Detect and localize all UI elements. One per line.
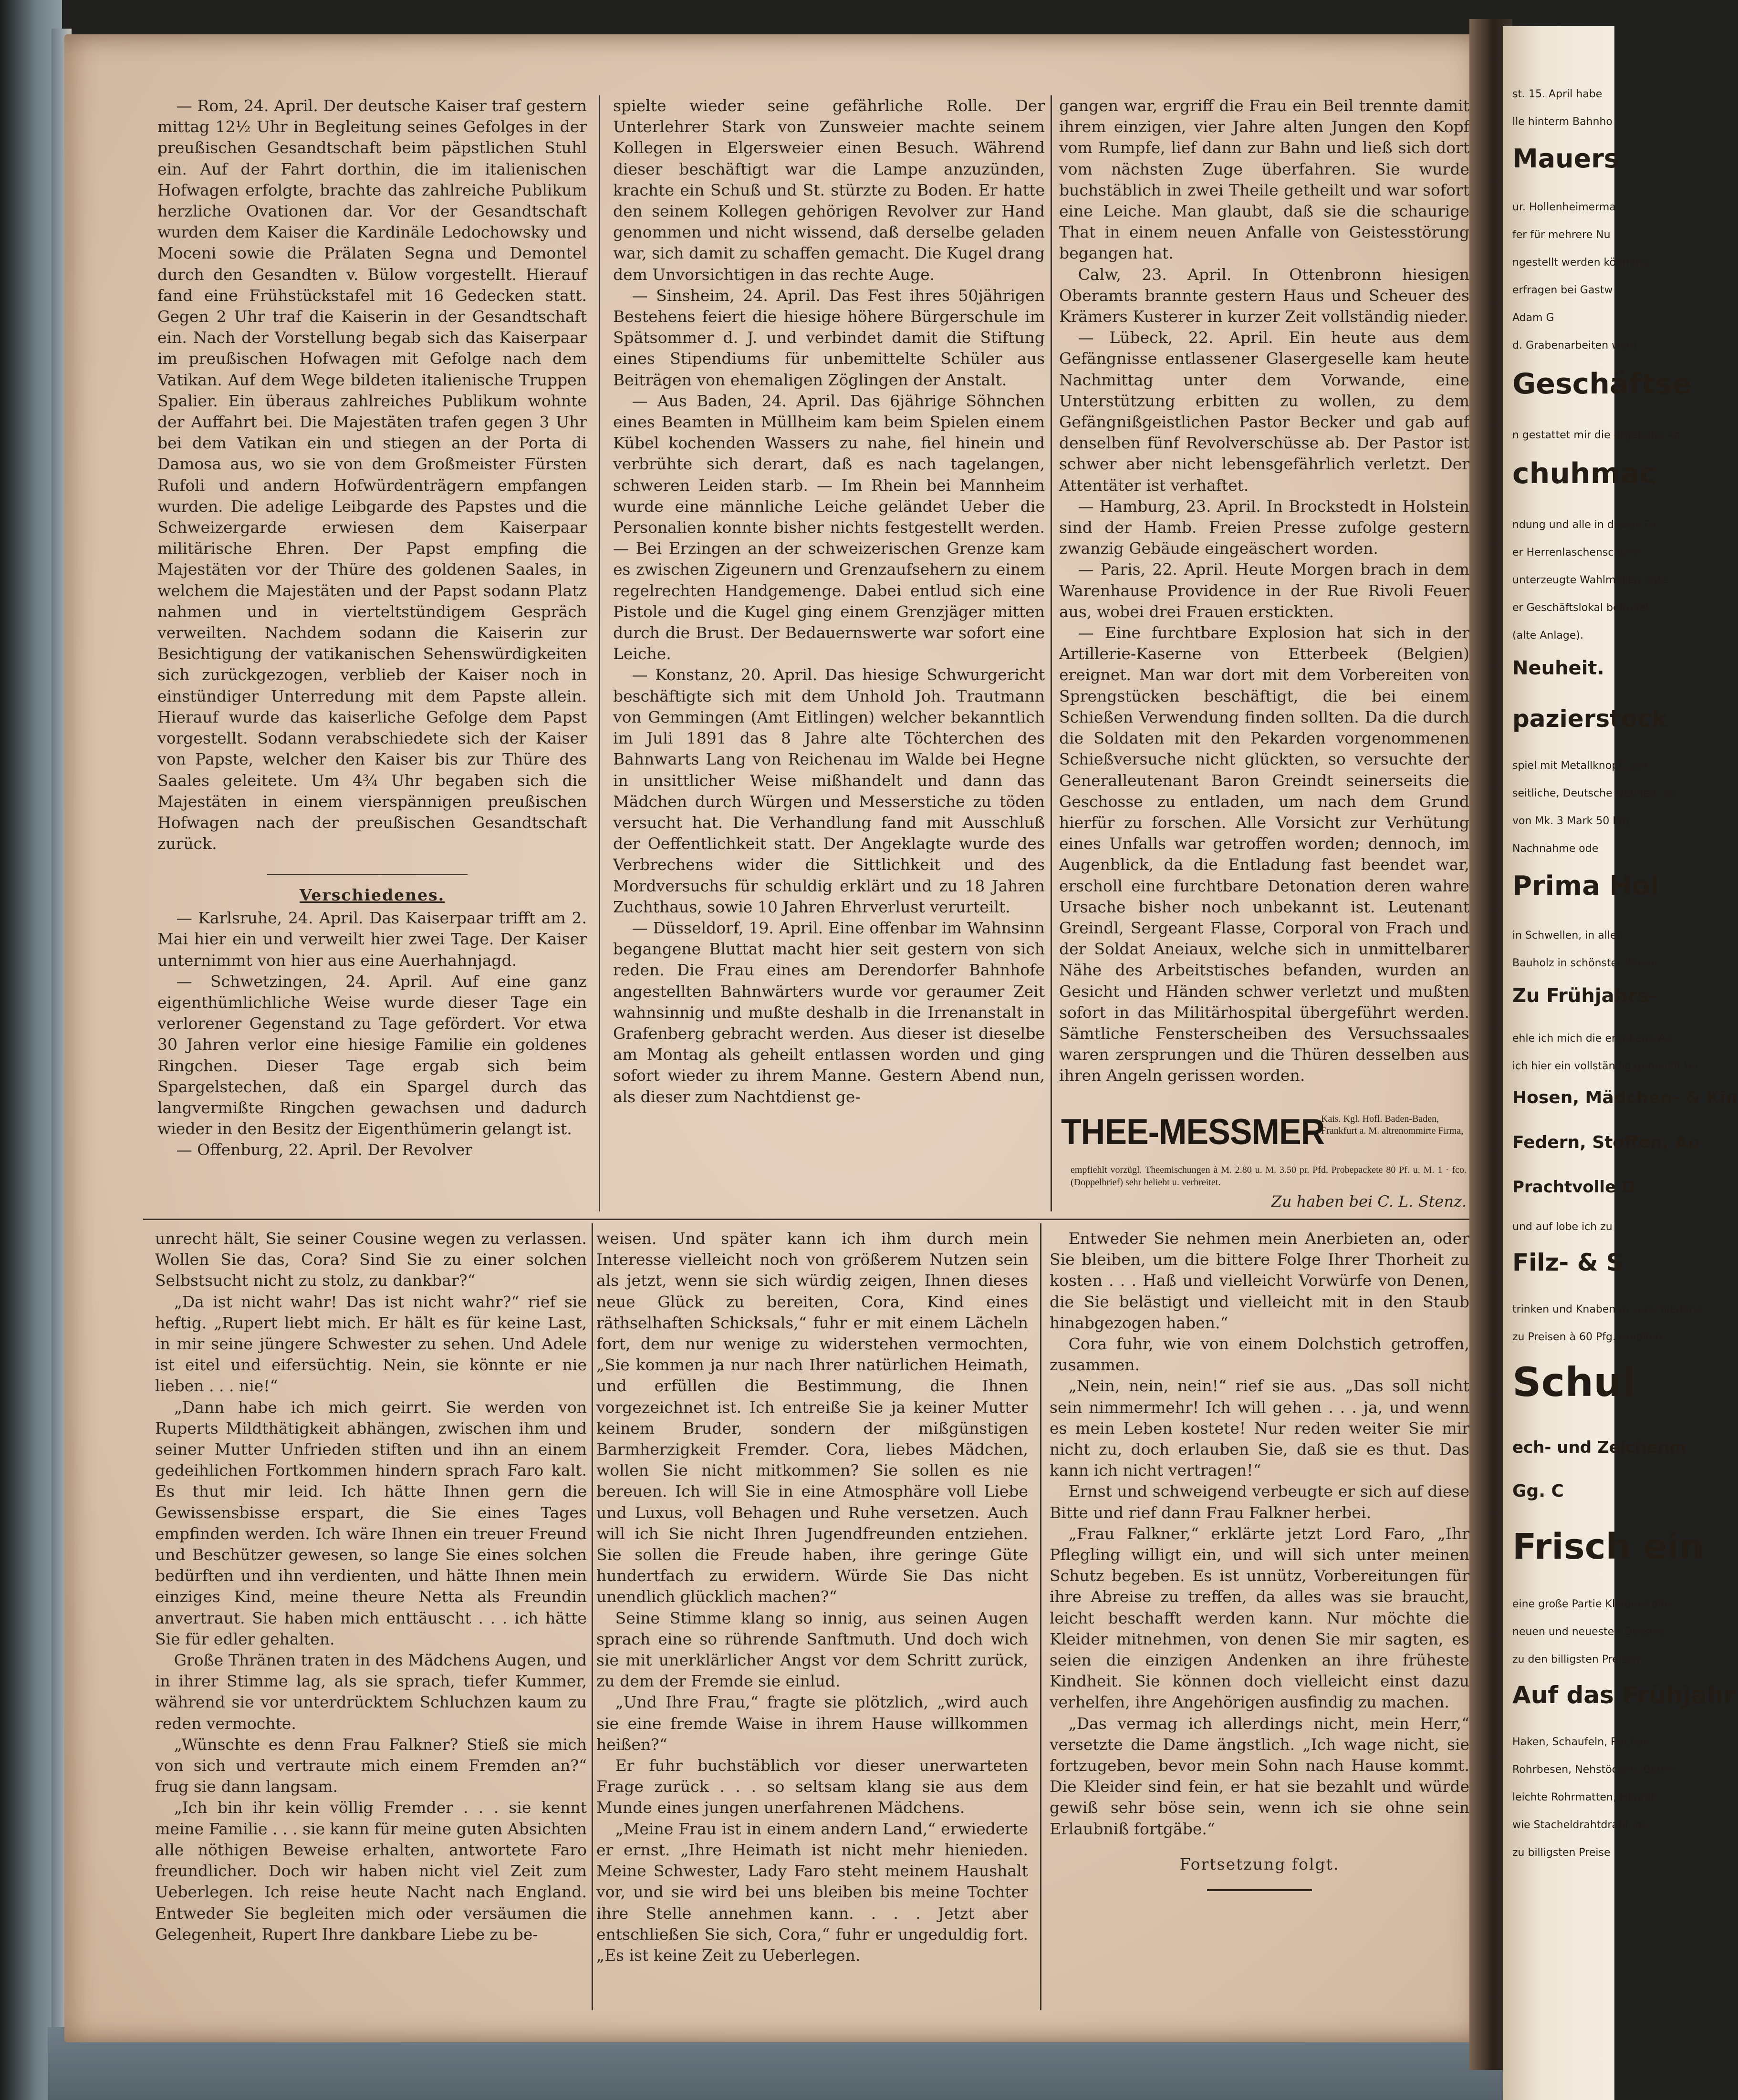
adjacent-page-text: spiel mit Metallknopf, wor	[1512, 760, 1648, 772]
adjacent-page-text: Prachtvolle D	[1512, 1178, 1635, 1197]
adjacent-page-text: ur. Hollenheimerma	[1512, 201, 1616, 213]
news-paragraph: — Offenburg, 22. April. Der Revolver	[176, 1140, 473, 1159]
novel-paragraph: „Da ist nicht wahr! Das ist nicht wahr?“ rief sie heftig. „Rupert liebt mich. Er hält es für keine Last, in mir seine jüngere Schwester zu sehen. Und Adele ist eitel und eifersüchtig. Nein, sie könnte er nie lieben . . . nie!“	[155, 1292, 587, 1396]
fortsetzung-note: Fortsetzung folgt.	[1179, 1854, 1340, 1873]
adjacent-page-text: zu billigsten Preise	[1512, 1847, 1611, 1859]
adjacent-page-text: Schul	[1512, 1359, 1636, 1406]
adjacent-page-text: in Schwellen, in allen	[1512, 930, 1624, 941]
adjacent-page-text: Prima Hol	[1512, 870, 1660, 901]
adjacent-page-text: zu Preisen à 60 Pfg. empfieh	[1512, 1331, 1663, 1343]
rule-before-verschiedenes	[267, 874, 468, 875]
adjacent-page-text: ndung und alle in dieses Fa	[1512, 519, 1656, 531]
news-paragraph: — Paris, 22. April. Heute Morgen brach in dem Warenhause Providence in der Rue Rivoli Feuer aus, wobei drei Frauen erstickten.	[1059, 560, 1469, 621]
news-paragraph: — Schwetzingen, 24. April. Auf eine ganz eigenthümlichliche Weise wurde dieser Tage ein verlorener Gegenstand zu Tage gefördert. Vor etwa 30 Jahren verlor eine hiesige Familie ein goldenes Ringchen. Dieser Tage ergab sich beim Spargelstechen, daß ein Spargel durch das langvermißte Ringchen gewachsen und dadurch wieder in den Besitz der Eigenthümerin gelangt ist.	[157, 972, 587, 1138]
ad-brand: THEE-MESSMER	[1061, 1112, 1325, 1152]
adjacent-page-text: zu den billigsten Preisen.	[1512, 1654, 1644, 1666]
adjacent-page-text: Filz- & S	[1512, 1249, 1624, 1276]
adjacent-page-text: Geschäftse	[1512, 367, 1692, 401]
novel-column-rule-2	[1040, 1223, 1041, 2010]
news-paragraph: — Eine furchtbare Explosion hat sich in der Artillerie-Kaserne von Etterbeek (Belgien) ereignet. Man war dort mit dem Vorbereiten von Sprengstücken beschäftigt, die bei einem Schießen Verwendung finden sollten. Da die durch die Soldaten mit den Pekarden vorgenommenen Schießversuche nicht glückten, so versuchte der Generalleutenant Baron Greindt seinerseits die Geschosse zu entladen, um nach dem Grund hierfür zu forschen. Alle Vorsicht zur Verhütung eines Unfalls war getroffen worden; dennoch, im Augenblick, da die Entladung fast beendet war, erscholl eine furchtbare Detonation deren wahre Ursache bisher noch unbekannt ist. Leutenant Greindl, Sergeant Flasse, Corporal von Frach und der Soldat Aneiaux, welche sich in unmittelbarer Nähe des Arbeitstisches befanden, wurden an Gesicht und Händen schwer verletzt und mußten sofort in das Militärhospital übergeführt werden. Sämtliche Fensterscheiben des Versuchssaales waren zersprungen und die Thüren desselben aus ihren Angeln gerissen worden.	[1059, 623, 1469, 1085]
novel-paragraph: weisen. Und später kann ich ihm durch mein Interesse vielleicht noch von größerem Nutzen sein als jetzt, wenn sie sich würdig zeigen, Ihnen dieses neue Glück zu bereiten, Cora, Kind eines räthselhaften Schicksals,“ fuhr er mit einem Lächeln fort, dem nur wenige zu widerstehen vermochten, „Sie kommen ja nur nach Ihrer natürlichen Heimath, und erfüllen die Bestimmung, die Ihnen vorgezeichnet ist. Ich entreiße Sie ja keiner Mutter keinem Bruder, sondern der mißgünstigen Barmherzigkeit Fremder. Cora, liebes Mädchen, wollen Sie nicht mitkommen? Sie sollen es nie bereuen. Ich will Sie in eine Atmosphäre voll Liebe und Luxus, voll Behagen und Ruhe versetzen. Auch will ich Sie nicht Ihren Jugendfreunden entziehen. Sie sollen die Freude haben, ihre geringe Güte hundertfach zu erwidern. Würde Sie Das nicht unendlich glücklich machen?“	[596, 1229, 1028, 1606]
adjacent-page-text: leichte Rohrmatten, Hopfen	[1512, 1791, 1658, 1803]
news-paragraph: — Sinsheim, 24. April. Das Fest ihres 50jährigen Bestehens feiert die hiesige höhere Bürgerschule im Spätsommer d. J. und verbindet damit die Stiftung eines Stipendiums für unbemittelte Schüler aus Beiträgen von ehemaligen Zöglingen der Anstalt.	[613, 286, 1045, 389]
novel-column-3	[1050, 1228, 1469, 2010]
adjacent-page-text: chuhmac	[1512, 457, 1657, 490]
novel-column-rule-1	[592, 1223, 593, 2010]
ad-description: empfiehlt vorzügl. Theemischungen à M. 2.80 u. M. 3.50 pr. Pfd. Probepackete 80 Pf. u. M. 1 · fco. (Doppelbrief) sehr beliebt u. verbreitet.	[1071, 1165, 1467, 1188]
adjacent-page-text: d. Grabenarbeiten werd	[1512, 340, 1638, 352]
news-paragraph: — Karlsruhe, 24. April. Das Kaiserpaar trifft am 2. Mai hier ein und verweilt hier zwei Tage. Der Kaiser unternimmt von hier aus eine Auerhahnjagd.	[157, 909, 587, 970]
novel-paragraph: Große Thränen traten in des Mädchens Augen, und in ihrer Stimme lag, als sie sprach, tiefer Kummer, während sie vor unterdrücktem Schluchzen kaum zu reden vermochte.	[155, 1651, 587, 1733]
adjacent-page-text: eine große Partie Kleiderstoffe	[1512, 1598, 1672, 1610]
novel-paragraph: „Ich bin ihr kein völlig Fremder . . . sie kennt meine Familie . . . sie kann für meine guten Absichten alle nöthigen Beweise erhalten, antwortete Faro freundlicher. Doch wir haben nicht viel Zeit zum Ueberlegen. Ich reise heute Nacht nach England. Entweder Sie begleiten mich oder versäumen die Gelegenheit, Rupert Ihre dankbare Liebe zu be-	[155, 1798, 587, 1944]
adjacent-page-text: wie Stacheldrahtdraht im	[1512, 1819, 1646, 1831]
novel-paragraph: Entweder Sie nehmen mein Anerbieten an, oder Sie bleiben, um die bittere Folge Ihrer Thorheit zu kosten . . . Haß und vielleicht Vorwürfe von Denen, die Sie belästigt und vielleicht mit in den Staub hinabgezogen haben.“	[1050, 1229, 1469, 1332]
novel-paragraph: „Nein, nein, nein!“ rief sie aus. „Das soll nicht sein nimmermehr! Ich will gehen . . . ja, und wenn es mein Leben kostete! Nur reden weiter Sie mir nicht zu, doch erlauben Sie, daß sie es thut. Das kann ich nicht vertragen!“	[1050, 1376, 1469, 1480]
news-column-1-verschiedenes	[157, 880, 587, 1214]
adjacent-page-text: und auf lobe ich zu	[1512, 1221, 1613, 1233]
news-paragraph: gangen war, ergriff die Frau ein Beil trennte damit ihrem einzigen, vier Jahre alten Jungen den Kopf vom Rumpfe, lief dann zur Bahn und ließ sich dort vom nächsten Zuge überfahren. Sie wurde buchstäblich in zwei Theile getheilt und war sofort eine Leiche. Man glaubt, daß sie die schaurige That in einem neuen Anfalle von Geistesstörung begangen hat.	[1059, 96, 1469, 263]
end-rule	[1207, 1889, 1312, 1891]
news-paragraph: — Düsseldorf, 19. April. Eine offenbar im Wahnsinn begangene Bluttat macht hier seit gestern von sich reden. Die Frau eines am Derendorfer Bahnhofe angestellten Bahnwärters wurde vor geraumer Zeit wahnsinnig und mußte deshalb in die Irrenanstalt in Grafenberg gebracht werden. Aus dieser ist dieselbe am Montag als geheilt entlassen worden und ging sofort wieder zu ihrem Manne. Gestern Abend nun, als dieser zum Nachtdienst ge-	[613, 918, 1045, 1106]
novel-paragraph: Cora fuhr, wie von einem Dolchstich getroffen, zusammen.	[1050, 1334, 1469, 1375]
adjacent-page-text: er Herrenlaschenschuhe	[1512, 547, 1640, 559]
novel-column-1	[155, 1228, 587, 2010]
news-column-3	[1059, 95, 1469, 1097]
adjacent-page-text: Hosen, Mädchen- & Kin	[1512, 1088, 1738, 1107]
column-rule-1	[599, 95, 600, 1211]
adjacent-page-text: erfragen bei Gastw	[1512, 284, 1613, 296]
adjacent-page-text: Mauers	[1512, 144, 1620, 174]
novel-paragraph: „Das vermag ich allerdings nicht, mein Herr,“ versetzte die Dame ängstlich. „Ich wage nicht, sie fortzugeben, bevor mein Sohn nach Hause kommt. Die Kleider sind fein, er hat sie bezahlt und würde gewiß sehr böse sein, wenn ich sie ohne sein Erlaubniß fortgäbe.“	[1050, 1714, 1469, 1838]
novel-column-2	[596, 1228, 1028, 2010]
novel-paragraph: „Wünschte es denn Frau Falkner? Stieß sie mich von sich und vertraute mich einem Fremden an?“ frug sie dann langsam.	[155, 1735, 587, 1796]
news-paragraph: — Lübeck, 22. April. Ein heute aus dem Gefängnisse entlassener Glasergeselle kam heute Nachmittag unter dem Vorwande, eine Unterstützung erbitten zu wollen, zu dem Gefängnißgeistlichen Pastor Becker und gab auf denselben fünf Revolverschüsse ab. Der Pastor ist schwer aber nicht lebensgefährlich verletzt. Der Attentäter ist verhaftet.	[1059, 328, 1469, 495]
adjacent-page-text: Rohrbesen, Nehstöcken, Baum	[1512, 1764, 1674, 1776]
news-paragraph: Calw, 23. April. In Ottenbronn hiesigen Oberamts brannte gestern Haus und Scheuer des Krämers Kusterer in kurzer Zeit vollständig nieder.	[1059, 265, 1469, 326]
ad-dealer: Zu haben bei C. L. Stenz.	[1271, 1192, 1467, 1210]
adjacent-page-text: ech- und Zeichenm	[1512, 1438, 1686, 1457]
news-paragraph: — Konstanz, 20. April. Das hiesige Schwurgericht beschäftigte sich mit dem Unhold Joh. Trautmann von Gemmingen (Amt Eitlingen) welcher bekanntlich im Juli 1891 das 8 Jahre alte Töchterchen des Bahnwarts Lang von Reichenau im Walde bei Hegne in unsittlicher Weise mißhandelt und dann das Mädchen durch Würgen und Messerstiche zu töden versucht hat. Die Verhandlung fand mit Ausschluß der Oeffentlichkeit statt. Der Angeklagte wurde des Verbrechens wider die Sittlichkeit und des Mordversuchs für schuldig erklärt und zu 18 Jahren Zuchthaus, sowie 10 Jahren Ehrverlust verurteilt.	[613, 665, 1045, 916]
adjacent-page-text: trinken und Knaben in verschiedene	[1512, 1303, 1703, 1315]
adjacent-page-text: Frisch ein	[1512, 1526, 1705, 1567]
adjacent-page-text: er Geschäftslokal befindet	[1512, 602, 1650, 614]
adjacent-page-text: Adam G	[1512, 312, 1554, 324]
news-column-1	[157, 95, 587, 868]
novel-paragraph: „Frau Falkner,“ erklärte jetzt Lord Faro, „Ihr Pflegling willigt ein, und will sich unter meinen Schutz begeben. Es ist unnütz, Vorbereitungen für ihre Abreise zu treffen, da alles was sie braucht, leicht beschafft werden kann. Nur möchte die Kleider mitnehmen, von denen Sie mir sagten, es seien die einzigen Andenken an ihre früheste Kindheit. Sie können doch vielleicht einst dazu verhelfen, ihre Angehörigen ausfindig zu machen.	[1050, 1524, 1469, 1712]
adjacent-page-text: (alte Anlage).	[1512, 630, 1583, 641]
novel-paragraph: Ernst und schweigend verbeugte er sich auf diese Bitte und rief dann Frau Falkner herbei.	[1050, 1482, 1469, 1522]
adjacent-page-text: Haken, Schaufeln, Rechen	[1512, 1736, 1650, 1748]
novel-paragraph: Er fuhr buchstäblich vor dieser unerwarteten Frage zurück . . . so seltsam klang sie aus dem Munde eines jungen unerfahrenen Mädchens.	[596, 1756, 1028, 1817]
adjacent-page-text: pazierstock	[1512, 705, 1668, 733]
novel-paragraph: „Dann habe ich mich geirrt. Sie werden von Ruperts Mildthätigkeit abhängen, zwischen ihm und seiner Mutter Unfrieden stiften und ihn an einem gedeihlichen Fortkommen hindern sprach Faro kalt. Es thut mir leid. Ich hätte Ihnen gern die Gewissensbisse erspart, die Sie eines Tages empfinden werden. Ich wäre Ihnen ein treuer Freund und Beschützer gewesen, so lange Sie eines solchen bedürften und ihn verdienten, und hätte Ihnen mein einziges Kind, meine theure Netta als Freundin anvertraut. Sie haben mich enttäuscht . . . ich hätte Sie für edler gehalten.	[155, 1397, 587, 1648]
adjacent-page-text: Nachnahme ode	[1512, 843, 1599, 855]
adjacent-page-text: neuen und neuesten Dessins	[1512, 1626, 1665, 1638]
adjacent-page-text: von Mk. 3 Mark 50 Pfg.	[1512, 815, 1633, 827]
news-column-2	[613, 95, 1045, 1211]
adjacent-page-ads	[1503, 26, 1738, 2100]
adjacent-page-text: ngestellt werden könnens	[1512, 257, 1648, 269]
novel-paragraph: „Meine Frau ist in einem andern Land,“ erwiederte er ernst. „Ihre Heimath ist nicht mehr hienieden. Meine Schwester, Lady Faro steht meinem Haushalt vor, und sie wird bei uns bleiben bis meine Tochter ihre Stelle annehmen kann. . . . Jetzt aber entschließen Sie sich, Cora,“ fuhr er ungeduldig fort. „Es ist keine Zeit zu Ueberlegen.	[596, 1819, 1028, 1965]
adjacent-page-text: Federn, Stoffen, Au	[1512, 1133, 1701, 1152]
adjacent-page-text: Gg. C	[1512, 1481, 1564, 1501]
ad-side-text: Kais. Kgl. Hofl. Baden-Baden, Frankfurt a. M. altrenommirte Firma,	[1321, 1114, 1464, 1136]
adjacent-page-text: ehle ich mich die ergebene An	[1512, 1033, 1673, 1045]
adjacent-page-text: Auf das Frühjahr	[1512, 1681, 1736, 1709]
novel-paragraph: „Und Ihre Frau,“ fragte sie plötzlich, „wird auch sie eine fremde Waise in ihrem Hause willkommen heißen?“	[596, 1693, 1028, 1754]
verschiedenes-heading: Verschiedenes.	[299, 886, 445, 904]
news-paragraph: spielte wieder seine gefährliche Rolle. Der Unterlehrer Stark von Zunsweier machte seinem Kollegen in Elgersweier einen Besuch. Während dieser beschäftigt war die Lampe anzuzünden, krachte ein Schuß und St. stürzte zu Boden. Er hatte den seinem Kollegen gehörigen Revolver zur Hand genommen und nicht wissend, daß derselbe geladen war, sich damit zu schaffen gemacht. Die Kugel drang dem Unvorsichtigen in das rechte Auge.	[613, 96, 1045, 284]
adjacent-page-text: seitliche, Deutsche Neuheit. Sc	[1512, 787, 1676, 799]
adjacent-page-text: Neuheit.	[1512, 657, 1604, 679]
news-paragraph: — Hamburg, 23. April. In Brockstedt in Holstein sind der Hamb. Freien Presse zufolge gestern zwanzig Gebäude eingeäschert worden.	[1059, 497, 1469, 558]
column-rule-2	[1051, 95, 1052, 1211]
adjacent-page-text: Bauholz in schönster Waare	[1512, 957, 1658, 969]
adjacent-page-text: ich hier ein vollständig gemacht ba	[1512, 1060, 1698, 1072]
feuilleton-separator	[143, 1219, 1474, 1220]
novel-paragraph: Seine Stimme klang so innig, aus seinen Augen sprach eine so rührende Sanftmuth. Und doch wich sie mit unerklärlicher Angst vor dem Schritt zurück, zu dem der Fremde sie einlud.	[596, 1608, 1028, 1691]
adjacent-page-text: unterzeugte Wahlmollen bitte	[1512, 574, 1669, 586]
thee-messmer-advertisement	[1056, 1102, 1467, 1221]
adjacent-page-text: lle hinterm Bahnho	[1512, 116, 1613, 128]
news-paragraph: — Rom, 24. April. Der deutsche Kaiser traf gestern mittag 12½ Uhr in Begleitung seines Gefolges in der preußischen Gesandtschaft beim päpstlichen Stuhl ein. Auf der Fahrt dorthin, die im italienischen Hofwagen erfolgte, brachte das zahlreiche Publikum herzliche Ovationen dar. Vor der Gesandtschaft wurden dem Kaiser die Kardinäle Ledochowsky und Moceni sowie die Prälaten Segna und Demontel durch den Gesandten v. Bülow vorgestellt. Hierauf fand eine Frühstückstafel mit 16 Gedecken statt. Gegen 2 Uhr traf die Kaiserin in der Gesandtschaft ein. Nach der Vorstellung begab sich das Kaiserpaar im preußischen Hofwagen mit Gefolge nach dem Vatikan. Auf dem Wege bildeten italienische Truppen Spalier. Ein überaus zahlreiches Publikum wohnte der Auffahrt bei. Die Majestäten trafen gegen 3 Uhr bei dem Vatikan ein und stiegen an der Porta di Damosa aus, wo sie von dem Großmeister Fürsten Rufoli und andern Hofwürdenträgern empfangen wurden. Die adelige Leibgarde des Papstes und die Schweizergarde erwiesen dem Kaiserpaar militärische Ehren. Der Papst empfing die Majestäten vor der Thüre des goldenen Saales, in welchem die Majestäten und der Papst sodann Platz nahmen und in vierteltstündigem Gespräch verweilten. Nachdem sodann die Kaiserin zur Besichtigung der vatikanischen Sehenswürdigkeiten sich zurückgezogen, verblieb der Kaiser noch in einstündiger Unterredung mit dem Papste allein. Hierauf wurde das kaiserliche Gefolge dem Papst vorgestellt. Sodann verabschiedete sich der Kaiser von Papste, welcher den Kaiser bis zur Thüre des Saales geleitete. Um 4¾ Uhr begaben sich die Majestäten in einem vierspännigen preußischen Hofwagen nach der preußischen Gesandtschaft zurück.	[157, 96, 587, 853]
adjacent-page-text: Zu Frühjahrs-	[1512, 985, 1657, 1007]
adjacent-page-text: fer für mehrere Nu	[1512, 229, 1611, 241]
news-paragraph: — Aus Baden, 24. April. Das 6jährige Söhnchen eines Beamten in Müllheim kam beim Spielen einem Kübel kochenden Wassers zu nahe, fiel hinein und verbrühte sich derart, daß es nach tagelangen, schweren Leiden starb. — Im Rhein bei Mannheim wurde eine männliche Leiche geländet Ueber die Personalien konnte bisher nichts festgestellt werden. — Bei Erzingen an der schweizerischen Grenze kam es zwischen Zigeunern und Grenzaufsehern zu einem regelrechten Handgemenge. Dabei entlud sich eine Pistole und die Kugel ging einem Grenzjäger mitten durch die Brust. Der Bedauernswerte war sofort eine Leiche.	[613, 391, 1045, 663]
adjacent-page-text: n gestattet mir die ergebene An	[1512, 429, 1681, 441]
novel-paragraph: unrecht hält, Sie seiner Cousine wegen zu verlassen. Wollen Sie das, Cora? Sind Sie zu einer solchen Selbstsucht nicht zu stolz, zu dankbar?“	[155, 1229, 587, 1290]
adjacent-page-text: st. 15. April habe	[1512, 88, 1603, 100]
